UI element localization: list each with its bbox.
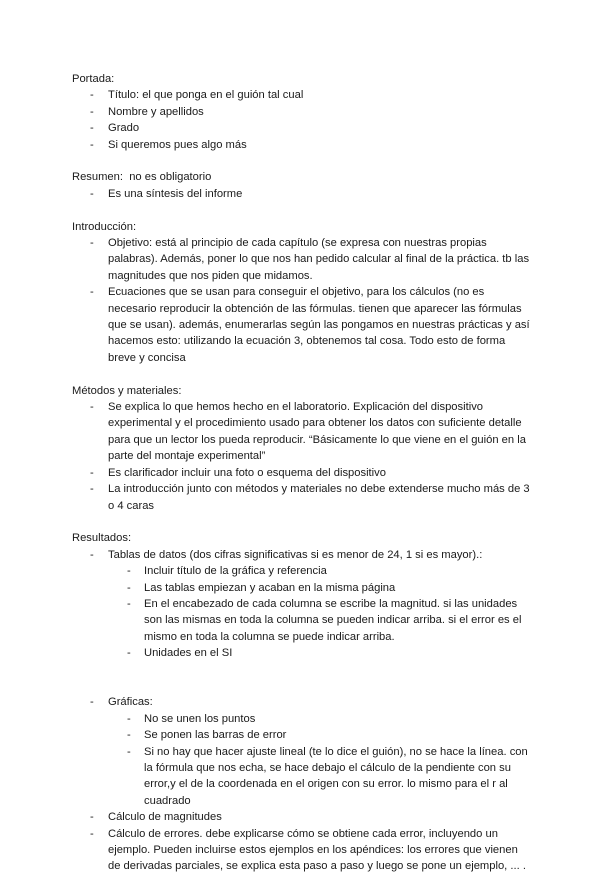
bullet-list <box>72 547 532 875</box>
sub-list-item: - Incluir título de la gráfica y referencia <box>108 563 532 579</box>
sub-list-item: - Si no hay que hacer ajuste lineal (te lo dice el guión), no se hace la línea. con la fórmula que nos echa, se hace debajo el cálculo de la pendiente con su error,y el de la coordenada en el origen con su error. lo mismo para el r al cuadrado <box>108 744 532 810</box>
list-item: - Título: el que ponga en el guión tal cual <box>72 87 532 103</box>
sub-list <box>108 711 532 809</box>
list-item-graficas <box>72 694 532 809</box>
list-item-label: Gráficas: <box>108 696 153 709</box>
section-introduccion <box>72 219 532 367</box>
section-title: Introducción: <box>72 220 137 233</box>
sub-list-item: - Unidades en el SI <box>108 645 532 661</box>
section-title: Portada: <box>72 73 115 85</box>
sub-list-item: - En el encabezado de cada columna se escribe la magnitud. si las unidades son las mismas en toda la columna se pueden indicar arriba. si el error es el mismo en toda la columna se puede indicar arriba. <box>108 596 532 645</box>
sub-list-item: - Se ponen las barras de error <box>108 727 532 743</box>
list-item: - Cálculo de magnitudes <box>72 809 532 825</box>
list-item: - Cálculo de errores. debe explicarse cómo se obtiene cada error, incluyendo un ejemplo. Pueden incluirse estos ejemplos en los apéndices: los errores que vienen de derivadas parciales, se explica esta paso a paso y luego se pone un ejemplo, ... . <box>72 826 532 875</box>
list-item: - Se explica lo que hemos hecho en el laboratorio. Explicación del dispositivo experimental y el procedimiento usado para obtener los datos con suficiente detalle para que un lector los pueda reproducir. “Básicamente lo que viene en el guión en la parte del montaje experimental” <box>72 399 532 465</box>
section-resultados <box>72 530 532 875</box>
bullet-list <box>72 235 532 366</box>
list-item: - La introducción junto con métodos y materiales no debe extenderse mucho más de 3 o 4 caras <box>72 481 532 514</box>
section-resumen <box>72 169 532 202</box>
list-item-label: Tablas de datos (dos cifras significativas si es menor de 24, 1 si es mayor).: <box>108 548 483 561</box>
spacer <box>108 662 532 678</box>
section-title: Métodos y materiales: <box>72 384 182 397</box>
list-item: - Grado <box>72 120 532 136</box>
section-title: Resumen: no es obligatorio <box>72 171 212 184</box>
bullet-list <box>72 186 532 202</box>
list-item: - Si queremos pues algo más <box>72 137 532 153</box>
list-item: - Es una síntesis del informe <box>72 186 532 202</box>
list-item: - Nombre y apellidos <box>72 104 532 120</box>
sub-list-item: - No se unen los puntos <box>108 711 532 727</box>
sub-list <box>108 563 532 661</box>
section-portada <box>72 71 532 153</box>
list-item: - Es clarificador incluir una foto o esquema del dispositivo <box>72 465 532 481</box>
section-metodos <box>72 383 532 514</box>
list-item: - Ecuaciones que se usan para conseguir el objetivo, para los cálculos (no es necesario reproducir la obtención de las fórmulas. tienen que aparecer las fórmulas que se usan). además, enumerarlas según las pongamos en nuestras prácticas y así hacemos esto: utilizando la ecuación 3, obtenemos tal cosa. Todo esto de forma breve y concisa <box>72 284 532 366</box>
section-title: Resultados: <box>72 532 132 545</box>
bullet-list <box>72 87 532 153</box>
document-body <box>72 71 532 875</box>
bullet-list <box>72 399 532 514</box>
list-item: - Objetivo: está al principio de cada capítulo (se expresa con nuestras propias palabras). Además, poner lo que nos han pedido calcular al final de la práctica. tb las magnitudes que nos piden que midamos. <box>72 235 532 284</box>
sub-list-item: - Las tablas empiezan y acaban en la misma página <box>108 580 532 596</box>
list-item-tablas <box>72 547 532 678</box>
